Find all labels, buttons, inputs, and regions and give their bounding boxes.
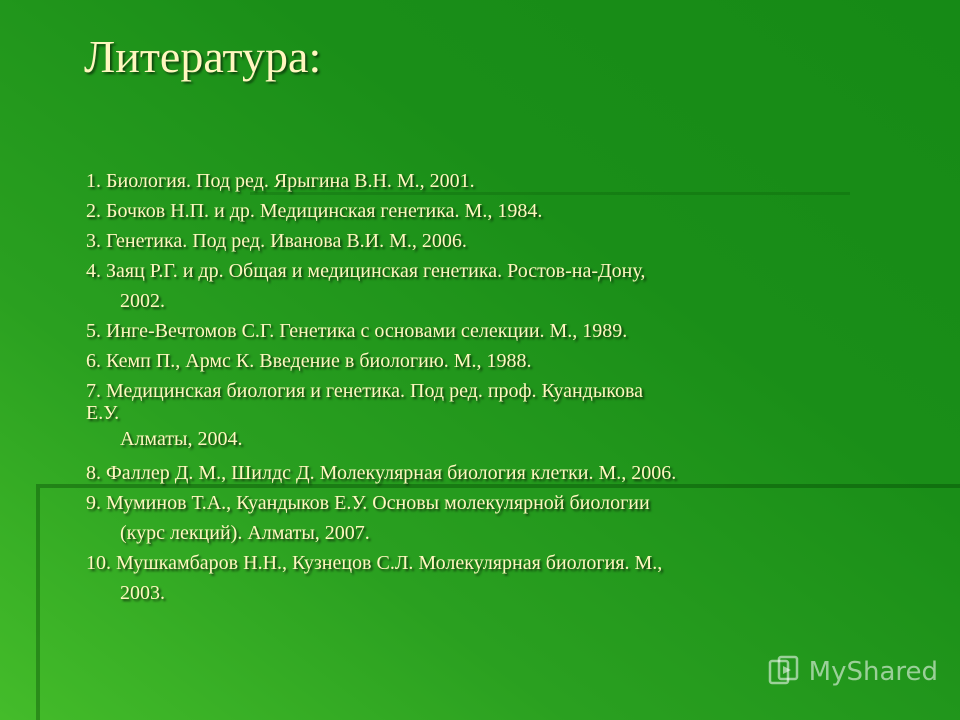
reference-item xyxy=(86,346,886,376)
reference-text: 8. Фаллер Д. М., Шилдс Д. Молекулярная биология клетки. М., 2006. xyxy=(86,462,677,484)
reference-continuation: 2002. xyxy=(120,290,165,312)
reference-text: 6. Кемп П., Армс К. Введение в биологию. М., 1988. xyxy=(86,350,532,372)
watermark-text: MyShared xyxy=(808,657,938,687)
reference-text: 10. Мушкамбаров Н.Н., Кузнецов С.Л. Молекулярная биология. М., xyxy=(86,552,663,574)
reference-item xyxy=(86,256,886,316)
reference-item xyxy=(86,376,886,458)
slide-title: Литература: xyxy=(84,31,322,82)
reference-text: 5. Инге-Вечтомов С.Г. Генетика с основами селекции. М., 1989. xyxy=(86,320,628,342)
reference-text: 3. Генетика. Под ред. Иванова В.И. М., 2006. xyxy=(86,230,467,252)
reference-item xyxy=(86,196,886,226)
myshared-logo-icon xyxy=(767,654,803,690)
reference-item xyxy=(86,458,886,488)
reference-item xyxy=(86,316,886,346)
reference-continuation: 2003. xyxy=(120,582,165,604)
decorative-stripe xyxy=(36,484,40,720)
reference-text-wrap: Е.У. xyxy=(86,402,120,424)
reference-text: 7. Медицинская биология и генетика. Под ред. проф. Куандыкова xyxy=(86,380,644,402)
reference-item xyxy=(86,226,886,256)
watermark xyxy=(767,654,938,690)
reference-text: 1. Биология. Под ред. Ярыгина В.Н. М., 2001. xyxy=(86,170,475,192)
reference-text: 2. Бочков Н.П. и др. Медицинская генетика. М., 1984. xyxy=(86,200,543,222)
reference-text: 4. Заяц Р.Г. и др. Общая и медицинская генетика. Ростов-на-Дону, xyxy=(86,260,646,282)
reference-item xyxy=(86,488,886,548)
reference-list xyxy=(86,166,886,608)
reference-continuation: (курс лекций). Алматы, 2007. xyxy=(120,522,370,544)
reference-item xyxy=(86,166,886,196)
reference-continuation: Алматы, 2004. xyxy=(120,428,243,450)
reference-text: 9. Муминов Т.А., Куандыков Е.У. Основы молекулярной биологии xyxy=(86,492,650,514)
reference-item xyxy=(86,548,886,608)
